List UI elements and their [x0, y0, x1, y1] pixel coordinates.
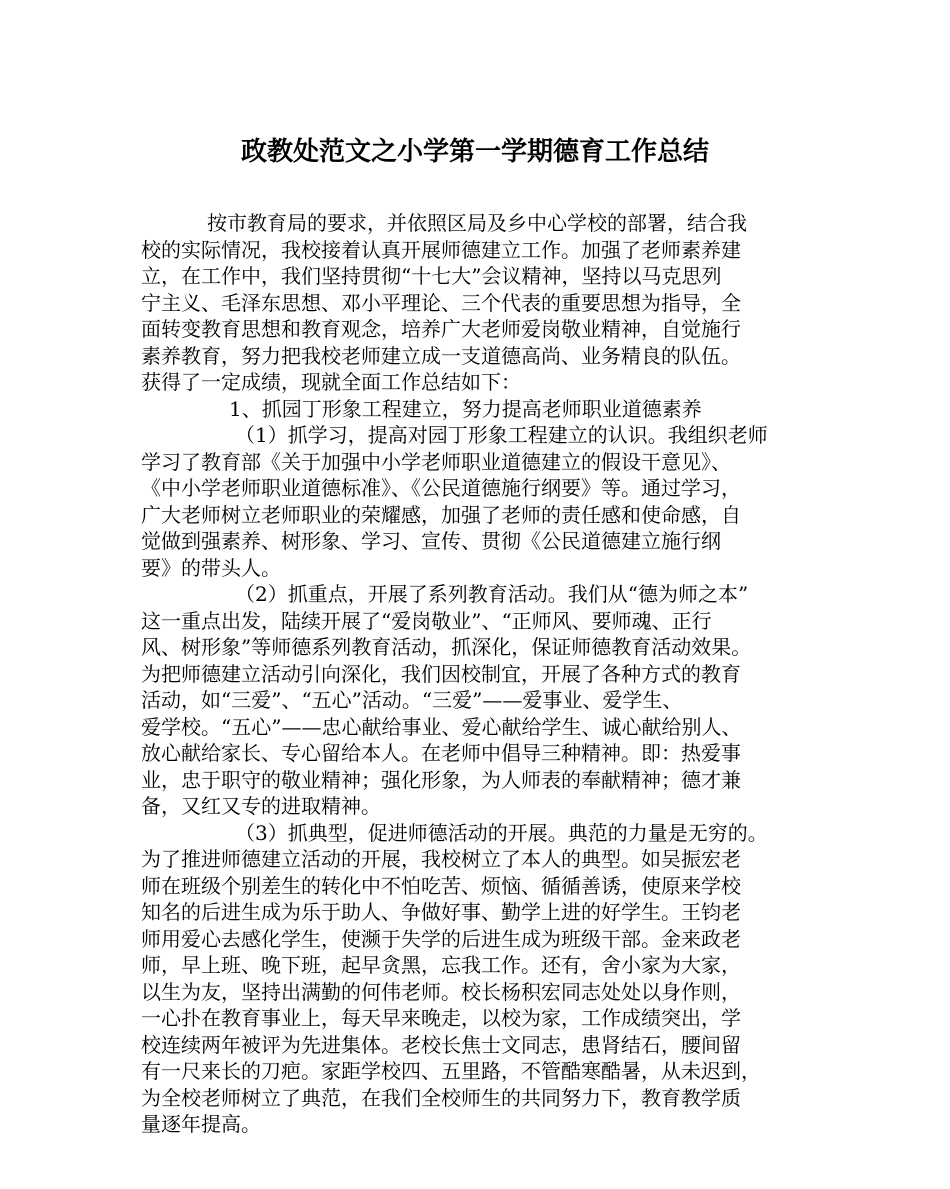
text-line: 觉做到强素养、树形象、学习、宣传、贯彻《公民道德建立施行纲: [141, 529, 721, 553]
text-line: 师用爱心去感化学生，使濒于失学的后进生成为班级干部。金来政老: [141, 926, 741, 951]
text-line: 这一重点出发，陆续开展了“爱岗敬业”、“正师风、要师魂、正行: [141, 608, 712, 633]
text-line: 放心献给家长、专心留给本人。在老师中倡导三种精神。即：热爱事: [141, 741, 741, 765]
text-line: 活动，如“三爱”、“五心”活动。“三爱”——爱事业、爱学生、: [141, 688, 683, 712]
text-line: 业，忠于职守的敬业精神；强化形象，为人师表的奉献精神；德才兼: [141, 767, 741, 792]
text-line: 学习了教育部《关于加强中小学老师职业道德建立的假设干意见》、: [141, 449, 731, 474]
text-line: 以生为友，坚持出满勤的何伟老师。校长杨积宏同志处处以身作则，: [141, 979, 741, 1004]
document-body: [141, 210, 821, 1138]
text-line: 校的实际情况，我校接着认真开展师德建立工作。加强了老师素养建: [141, 237, 741, 262]
text-line: （2）抓重点，开展了系列教育活动。我们从“德为师之本”: [235, 582, 749, 606]
text-line: 获得了一定成绩，现就全面工作总结如下：: [141, 370, 521, 394]
text-line: 为了推进师德建立活动的开展，我校树立了本人的典型。如吴振宏老: [141, 847, 741, 871]
text-line: 立，在工作中，我们坚持贯彻“十七大”会议精神，坚持以马克思列: [141, 264, 722, 288]
text-line: （1）抓学习，提高对园丁形象工程建立的认识。我组织老师: [235, 423, 768, 447]
text-line: 爱学校。“五心”——忠心献给事业、爱心献给学生、诚心献给别人、: [141, 714, 742, 739]
text-line: 校连续两年被评为先进集体。老校长焦士文同志，患肾结石，腰间留: [141, 1032, 741, 1057]
text-line: 知名的后进生成为乐于助人、争做好事、勤学上进的好学生。王钧老: [141, 900, 741, 924]
text-line: 要》的带头人。: [141, 555, 281, 580]
text-line: 一心扑在教育事业上，每天早来晚走，以校为家，工作成绩突出，学: [141, 1006, 741, 1030]
text-line: 为把师德建立活动引向深化，我们因校制宜，开展了各种方式的教育: [141, 661, 741, 686]
text-line: 师在班级个别差生的转化中不怕吃苦、烦恼、循循善诱，使原来学校: [141, 873, 741, 898]
text-line: 量逐年提高。: [141, 1112, 261, 1136]
text-line: 素养教育，努力把我校老师建立成一支道德高尚、业务精良的队伍。: [141, 343, 741, 368]
document-title: 政教处范文之小学第一学期德育工作总结: [240, 137, 709, 167]
text-line: 师，早上班、晚下班，起早贪黑，忘我工作。还有，舍小家为大家，: [141, 953, 741, 977]
text-line: 有一尺来长的刀疤。家距学校四、五里路，不管酷寒酷暑，从未迟到，: [141, 1059, 761, 1083]
text-line: 备，又红又专的进取精神。: [141, 794, 381, 818]
text-line: 宁主义、毛泽东思想、邓小平理论、三个代表的重要思想为指导，全: [141, 290, 741, 315]
text-line: 面转变教育思想和教育观念，培养广大老师爱岗敬业精神，自觉施行: [141, 317, 741, 341]
text-line: 为全校老师树立了典范，在我们全校师生的共同努力下，教育教学质: [141, 1085, 741, 1110]
text-line: 按市教育局的要求，并依照区局及乡中心学校的部署，结合我: [207, 211, 747, 235]
text-line: （3）抓典型，促进师德活动的开展。典范的力量是无穷的。: [235, 820, 768, 845]
text-line: 《中小学老师职业道德标准》、《公民道德施行纲要》等。通过学习，: [141, 476, 741, 500]
text-line: 广大老师树立老师职业的荣耀感，加强了老师的责任感和使命感，自: [141, 502, 741, 527]
text-line: 风、树形象”等师德系列教育活动，抓深化，保证师德教育活动效果。: [141, 635, 752, 659]
text-line: 1、抓园丁形象工程建立，努力提高老师职业道德素养: [229, 396, 702, 421]
